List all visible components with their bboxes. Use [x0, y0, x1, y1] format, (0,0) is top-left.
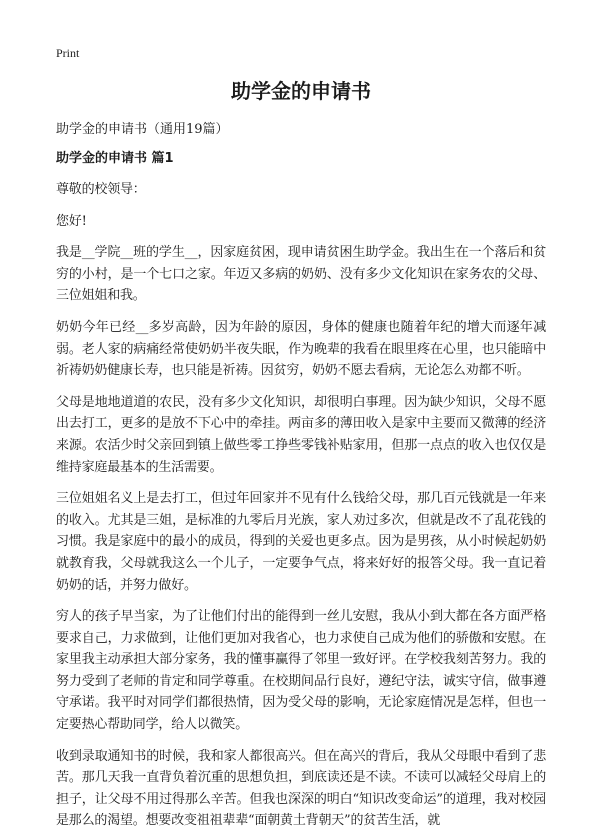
section-heading: 助学金的申请书 篇1 [56, 151, 174, 166]
greeting: 您好! [56, 213, 87, 229]
salutation: 尊敬的校领导： [56, 182, 146, 197]
print-link[interactable]: Print [56, 46, 80, 60]
paragraph-self: 穷人的孩子早当家，为了让他们付出的能得到一丝儿安慰，我从小到大都在各方面严格要求自己，力求做到，让他们更加对我省心，也力求使自己成为他们的骄傲和安慰。在家里我主动承担大部分家务，我的懂事赢得了邻里一致好评。在学校我刻苦努力。我的努力受到了老师的肯定和同学尊重。在校期间品行良好，遵纪守法，诚实守信，做事遵守承诺。我平时对同学们都很热情，因为受父母的影响，无论家庭情况是怎样，但也一定要热心帮助同学，给人以微笑。 [56, 609, 546, 733]
paragraph-grandmother: 奶奶今年已经__多岁高龄，因为年龄的原因，身体的健康也随着年纪的增大而逐年减弱。老人家的病痛经常使奶奶半夜失眠，作为晚辈的我看在眼里疼在心里，也只能暗中祈祷奶奶健康长寿，也只能是祈祷。因贫穷，奶奶不愿去看病，无论怎么劝都不听。 [56, 319, 546, 379]
paragraph-admission: 收到录取通知书的时候，我和家人都很高兴。但在高兴的背后，我从父母眼中看到了悲苦。那几天我一直背负着沉重的思想负担，到底读还是不读。不读可以减轻父母肩上的担子，让父母不用过得那么辛苦。但我也深深的明白“知识改变命运”的道理，我对校园是那么的渴望。想要改变祖祖辈辈“面朝黄土背朝天”的贫苦生活，就 [56, 748, 546, 829]
paragraph-parents: 父母是地地道道的农民，没有多少文化知识，却很明白事理。因为缺少知识，父母不愿出去打工，更多的是放不下心中的牵挂。两亩多的薄田收入是家中主要而又微薄的经济来源。农活少时父亲回到镇上做些零工挣些零钱补贴家用，但那一点点的收入也仅仅是维持家庭最基本的生活需要。 [56, 394, 546, 475]
document-title: 助学金的申请书 [231, 79, 371, 103]
paragraph-sisters: 三位姐姐名义上是去打工，但过年回家并不见有什么钱给父母，那几百元钱就是一年来的收入。尤其是三姐，是标准的九零后月光族，家人劝过多次，但就是改不了乱花钱的习惯。我是家庭中的最小的成员，得到的关爱也更多点。因为是男孩，从小时候起奶奶就教育我，父母就我这么一个儿子，一定要争气点，将来好好的报答父母。我一直记着奶奶的话，并努力做好。 [56, 491, 546, 593]
document-body [56, 78, 546, 832]
paragraph-family: 我是__学院__班的学生__，因家庭贫困，现申请贫困生助学金。我出生在一个落后和贫穷的小村，是一个七口之家。年迈又多病的奶奶、没有多少文化知识在家务农的父母、三位姐姐和我。 [56, 245, 546, 304]
document-subtitle: 助学金的申请书（通用19篇） [56, 122, 229, 137]
